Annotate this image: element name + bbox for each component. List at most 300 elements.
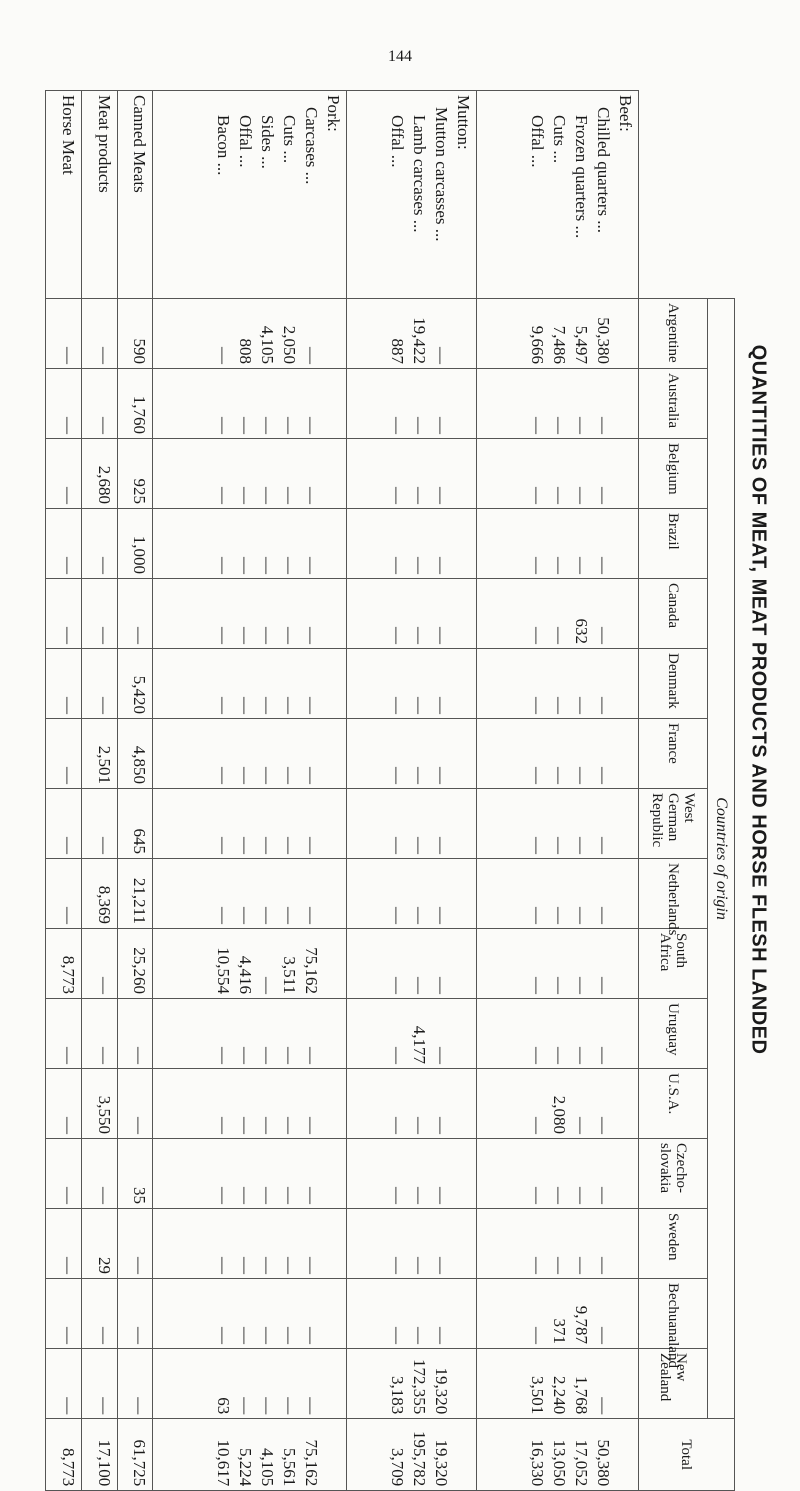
countries-of-origin-header: Countries of origin [708,299,735,1419]
value: — [528,697,547,714]
value: — [432,1327,452,1344]
value: — [279,417,299,434]
value: — [279,557,299,574]
value-cell [346,369,476,439]
value: — [94,557,114,574]
value: — [58,1327,78,1344]
value-cell [117,929,153,999]
value: — [432,1187,452,1204]
value: — [58,557,78,574]
value: 3,511 [279,956,299,994]
value-cell [153,929,346,999]
value-cell [46,1279,82,1349]
value: — [528,1117,547,1134]
value-cell [46,1139,82,1209]
sub-category-label: Cuts ... [550,115,569,164]
value-cell [346,1419,476,1491]
value: 4,850 [130,745,150,784]
value-cell [117,439,153,509]
value: — [432,907,452,924]
value: 4,105 [257,1447,277,1487]
heading-spacer [614,1073,636,1134]
value: — [257,907,277,924]
heading-spacer [322,1423,344,1486]
value: — [235,1257,255,1274]
value: — [432,977,452,994]
value: — [388,1117,408,1134]
value: 808 [235,338,255,364]
value: — [301,1047,321,1064]
heading-spacer [614,513,636,574]
value: 50,380 [594,317,613,364]
value: — [572,487,591,504]
value: — [94,837,114,854]
value: — [301,907,321,924]
value: — [528,907,547,924]
value: — [528,1187,547,1204]
value: — [213,487,233,504]
value-cell [346,1279,476,1349]
value: — [257,697,277,714]
value: — [235,627,255,644]
heading-spacer [322,1353,344,1414]
value-cell [346,439,476,509]
value: 35 [130,1187,150,1204]
value: — [432,1047,452,1064]
value: — [58,907,78,924]
heading-spacer [614,723,636,784]
value: — [213,1327,233,1344]
value-cell [81,1349,117,1419]
value: — [213,1117,233,1134]
value: — [301,347,321,364]
value-cell [346,1069,476,1139]
value: 19,320 [432,1367,452,1415]
value: — [594,1117,613,1134]
value: — [572,907,591,924]
heading-spacer [322,373,344,434]
value: — [594,907,613,924]
value: — [550,1047,569,1064]
sub-category-label: Offal ... [528,115,547,168]
value: — [572,1187,591,1204]
value: — [432,1117,452,1134]
value: — [572,767,591,784]
value: — [58,767,78,784]
heading-spacer [614,1353,636,1414]
value: 7,486 [550,325,569,364]
meat-landed-table [45,90,735,1491]
value: — [213,1047,233,1064]
country-header: Czecho-slovakia [639,1139,708,1209]
value: — [528,1047,547,1064]
value: — [279,907,299,924]
value: — [528,1327,547,1344]
value-cell [117,1279,153,1349]
value: 25,260 [130,947,150,994]
heading-spacer [452,1073,474,1134]
value: 887 [388,338,408,364]
category-heading: Horse Meat [58,95,78,175]
value: 2,080 [550,1095,569,1134]
value: — [432,627,452,644]
value: — [301,837,321,854]
value-cell [117,789,153,859]
value-cell [117,1209,153,1279]
value: — [279,837,299,854]
value-cell [81,1139,117,1209]
value: — [432,347,452,364]
value: — [550,627,569,644]
value: 371 [550,1318,569,1344]
value-cell [346,859,476,929]
value: — [58,1047,78,1064]
value: 1,760 [130,395,150,434]
header-corner [639,91,735,299]
value: — [257,1257,277,1274]
value: 61,725 [130,1439,150,1487]
heading-spacer [322,583,344,644]
value-cell [477,1209,639,1279]
heading-spacer [452,933,474,994]
value: — [301,767,321,784]
page-title: QUANTITIES OF MEAT, MEAT PRODUCTS AND HORSE FLESH LANDED [747,344,770,1055]
value: — [213,697,233,714]
country-header: Sweden [639,1209,708,1279]
value-cell [153,1069,346,1139]
value: — [594,1187,613,1204]
value: — [550,557,569,574]
value: — [235,837,255,854]
value: — [388,837,408,854]
value: 1,768 [572,1375,591,1415]
value: 17,100 [94,1439,114,1487]
value: — [257,767,277,784]
value: — [572,1257,591,1274]
value: — [388,417,408,434]
value: — [550,767,569,784]
value: 10,617 [213,1439,233,1487]
value-cell [81,299,117,369]
heading-spacer [322,723,344,784]
value-cell [346,1209,476,1279]
category-row [346,91,476,1491]
heading-spacer [322,303,344,364]
value: — [528,487,547,504]
value: — [94,697,114,714]
category-row [46,91,82,1491]
value: — [279,1257,299,1274]
value: — [94,1327,114,1344]
value-cell [346,299,476,369]
value-cell [46,369,82,439]
heading-spacer [322,1073,344,1134]
value-cell [81,859,117,929]
value-cell [477,1069,639,1139]
value-cell [346,789,476,859]
value: 2,240 [550,1375,569,1415]
heading-spacer [452,1143,474,1204]
heading-spacer [614,303,636,364]
value: — [257,1327,277,1344]
country-header: Australia [639,369,708,439]
value: — [594,767,613,784]
category-heading: Pork: [323,95,343,132]
value: — [550,837,569,854]
value: — [410,977,430,994]
value-cell [117,579,153,649]
value: — [130,1257,150,1274]
value-cell [46,299,82,369]
value: — [235,1187,255,1204]
value: — [550,907,569,924]
value: — [235,1397,255,1415]
value: — [235,557,255,574]
value-cell [46,999,82,1069]
value: — [257,1117,277,1134]
value: 8,773 [58,955,78,994]
value: 8,369 [94,885,114,924]
country-header: Netherlands [639,859,708,929]
value: — [594,417,613,434]
country-header: U.S.A. [639,1069,708,1139]
heading-spacer [322,653,344,714]
country-header: Uruguay [639,999,708,1069]
country-header: Bechuanaland [639,1279,708,1349]
value-cell [346,929,476,999]
value-cell [153,1139,346,1209]
sub-category-label: Lamb carcases ... [410,115,430,233]
value-cell [153,789,346,859]
category-row [117,91,153,1491]
value: — [58,347,78,364]
value: 3,183 [388,1375,408,1415]
value-cell [46,1349,82,1419]
value: — [528,837,547,854]
value-cell [81,579,117,649]
value: 17,052 [572,1439,591,1487]
value-cell [153,1419,346,1491]
value: — [279,1397,299,1415]
value: — [235,487,255,504]
value-cell [477,649,639,719]
value-cell [117,299,153,369]
value: — [388,1327,408,1344]
value-cell [81,649,117,719]
value-cell [477,999,639,1069]
value: — [279,1047,299,1064]
category-heading: Meat products [94,95,114,193]
value: — [279,627,299,644]
value: — [410,1327,430,1344]
value-cell [117,1069,153,1139]
value-cell [153,999,346,1069]
category-heading: Canned Meats [130,95,150,193]
value: — [572,1117,591,1134]
value: — [388,697,408,714]
value: — [388,907,408,924]
value: — [301,1117,321,1134]
value-cell [477,299,639,369]
sub-category-label: Carcases ... [301,107,321,185]
value: — [301,1327,321,1344]
value: — [213,627,233,644]
value-cell [346,999,476,1069]
value-cell [117,649,153,719]
value: 590 [130,338,150,364]
value: — [550,977,569,994]
value: 1,000 [130,535,150,574]
heading-spacer [452,863,474,924]
value-cell [153,439,346,509]
heading-spacer [322,863,344,924]
value: — [388,1257,408,1274]
value: 16,330 [528,1439,547,1487]
heading-spacer [452,443,474,504]
value: — [410,627,430,644]
value: — [594,697,613,714]
value: — [301,697,321,714]
value-cell [117,1139,153,1209]
heading-spacer [614,1003,636,1064]
value-cell [46,579,82,649]
value: — [410,417,430,434]
value-cell [153,1279,346,1349]
value: — [235,907,255,924]
category-heading: Mutton: [454,95,474,150]
value: — [432,417,452,434]
value: — [257,487,277,504]
value: — [235,697,255,714]
value-cell [153,649,346,719]
heading-spacer [452,1283,474,1344]
value: — [594,837,613,854]
value-cell [117,859,153,929]
country-header: Argentine [639,299,708,369]
value: 50,380 [594,1439,613,1487]
value: — [432,837,452,854]
value: — [279,487,299,504]
value: — [130,1047,150,1064]
value: — [301,1397,321,1415]
value: — [213,1187,233,1204]
value: — [94,417,114,434]
value-cell [153,719,346,789]
value-cell [81,1279,117,1349]
category-heading: Beef: [616,95,635,132]
heading-spacer [322,933,344,994]
value-cell [46,1419,82,1491]
value: — [130,1117,150,1134]
value: — [528,557,547,574]
value-cell [346,719,476,789]
value-cell [477,509,639,579]
value: 75,162 [301,1439,321,1487]
value: — [213,1257,233,1274]
value: — [58,837,78,854]
value: — [213,907,233,924]
heading-spacer [452,1423,474,1486]
value: — [213,417,233,434]
heading-spacer [614,1423,636,1486]
value-cell [477,439,639,509]
value: 195,782 [410,1430,430,1487]
value: 21,211 [130,877,150,924]
value: 2,680 [94,465,114,504]
value-cell [81,1069,117,1139]
value: — [235,767,255,784]
value: — [279,1327,299,1344]
country-header: South Africa [639,929,708,999]
value: 4,177 [410,1025,430,1064]
value: — [94,1187,114,1204]
value: — [594,1257,613,1274]
value-cell [477,719,639,789]
value-cell [477,929,639,999]
heading-spacer [614,863,636,924]
value: — [528,767,547,784]
sub-category-label: Frozen quarters ... [572,115,591,239]
value: — [432,487,452,504]
heading-spacer [452,793,474,854]
category-label [346,91,476,299]
value: 9,666 [528,325,547,364]
value: — [58,1257,78,1274]
value: 4,416 [235,955,255,994]
value: — [594,1397,613,1415]
value: — [301,557,321,574]
category-row [81,91,117,1491]
value-cell [477,789,639,859]
value: — [388,977,408,994]
value: — [58,697,78,714]
value-cell [46,929,82,999]
value: — [550,417,569,434]
heading-spacer [614,653,636,714]
value: — [58,1117,78,1134]
sub-category-label: Offal ... [388,115,408,168]
value-cell [477,859,639,929]
value: — [410,767,430,784]
value: 3,709 [388,1447,408,1487]
value: — [388,1187,408,1204]
value-cell [346,1139,476,1209]
value-cell [477,369,639,439]
heading-spacer [322,1213,344,1274]
value-cell [117,719,153,789]
value: 10,554 [213,947,233,994]
value: — [594,977,613,994]
heading-spacer [322,1003,344,1064]
value: — [94,1047,114,1064]
country-header: West German Republic [639,789,708,859]
value-cell [81,1209,117,1279]
value: — [572,837,591,854]
value: — [410,487,430,504]
value: — [410,557,430,574]
value: 172,355 [410,1358,430,1415]
value-cell [46,719,82,789]
value: — [410,907,430,924]
value: — [58,487,78,504]
value: — [279,1187,299,1204]
value-cell [117,1419,153,1491]
value: — [301,1257,321,1274]
heading-spacer [452,373,474,434]
value: 5,497 [572,325,591,364]
value-cell [81,439,117,509]
value: — [388,557,408,574]
